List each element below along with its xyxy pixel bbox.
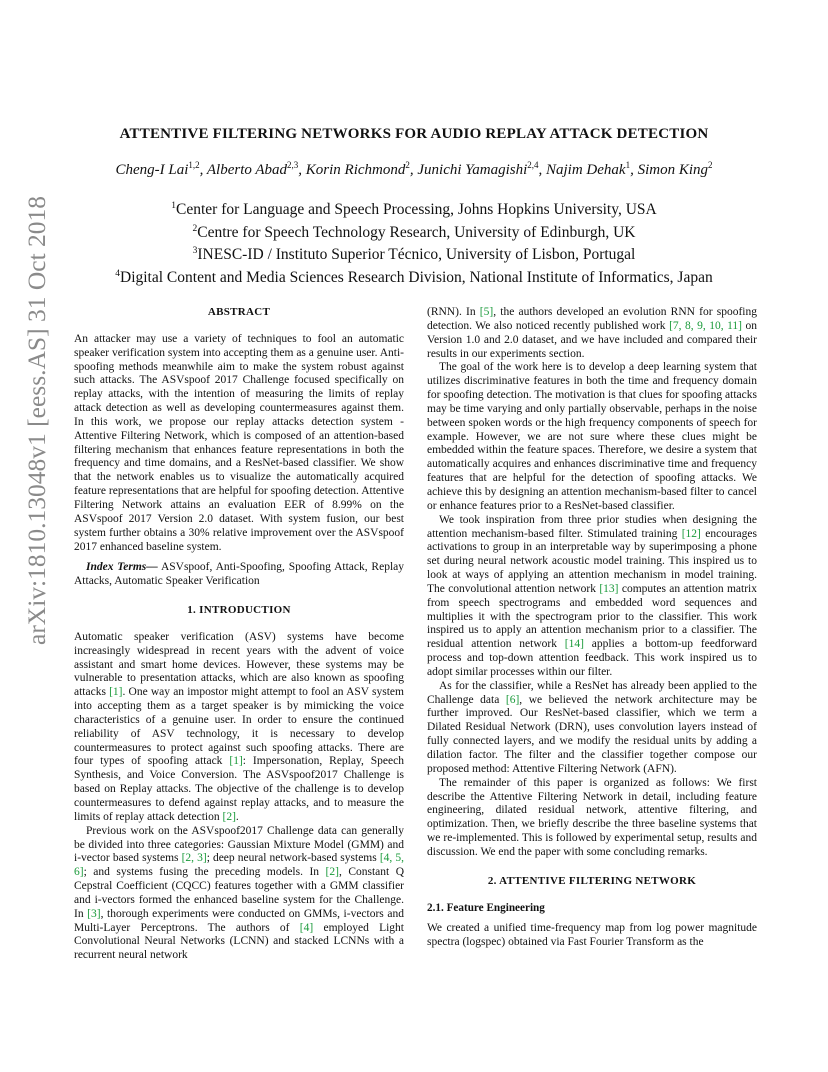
index-terms [74, 561, 404, 589]
subsection-heading-feature-engineering: 2.1. Feature Engineering [427, 901, 545, 914]
citation-link[interactable]: [7, 8, 9, 10, 11] [669, 319, 743, 332]
paragraph-text: , we believed the network architecture may be further improved. Our ResNet-based classifier, which we term a Dilated Residual Network (DRN), uses convolution layers instead of fully connected layers, and we modify the residual units by adding a dilation factor. The filter and the classifier together compose our proposed method: Attentive Filtering Network (AFN). [427, 693, 758, 775]
author-name: Alberto Abad [206, 162, 288, 178]
paragraph-text: employed Light Convolutional Neural Networks (LCNN) and stacked LCNNs with a recurrent neural network [74, 921, 404, 962]
paragraph-text: , thorough experiments were conducted on GMMs, i-vectors and Multi-Layer Perceptrons. The authors of [74, 907, 404, 934]
author-name: Cheng-I Lai [115, 162, 189, 178]
paragraph-text: : Impersonation, Replay, Speech Synthesis, and Voice Conversion. The ASVspoof2017 Challenge is based on Replay attacks. The objective of the challenge is to develop countermeasures to defend against replay attacks, and to measure the limits of replay attack detection [74, 755, 404, 823]
affiliation-line [0, 242, 828, 265]
affiliation-text: Center for Language and Speech Processing, Johns Hopkins University, USA [176, 201, 657, 219]
affiliation-text: Centre for Speech Technology Research, University of Edinburgh, UK [197, 223, 636, 241]
citation-link[interactable]: [2] [325, 866, 339, 879]
affiliation-mark: 1 [171, 201, 177, 211]
left-column [74, 306, 404, 963]
paragraph-text: ; deep neural network-based systems [206, 852, 380, 865]
affiliation-text: INESC-ID / Instituto Superior Técnico, University of Lisbon, Portugal [197, 246, 636, 264]
right-paragraph-3 [427, 514, 757, 680]
right-paragraph-5: The remainder of this paper is organized as follows: We first describe the Attentive Filtering Network in detail, including feature engineering, dilated residual network, attentive filtering, and optimization. Then, we briefly describe the three baseline systems that we re-implemented. This is followed by experimental setup, results and discussion. We end the paper with some concluding remarks. [427, 776, 757, 858]
author-affiliation-mark: 2,4 [527, 160, 539, 170]
right-paragraph-2: The goal of the work here is to develop a deep learning system that utilizes discriminative features in both the time and frequency domain for spoofing detection. The motivation is that clues for spoofing attacks may be time varying and only partially observable, perhaps in the noise between spoken words or the high frequency components of speech for example. However, we are not sure where these clues might be embedded within the feature spaces. Therefore, we desire a system that automatically acquires and enhances discriminative time and frequency features that are helpful for the detection of spoofing attacks. We achieve this by designing an attention mechanism-based filter to cancel or enhance features prior to a ResNet-based classifier. [427, 361, 757, 512]
author-name: Najim Dehak [546, 162, 626, 178]
paragraph-text: Previous work on the ASVspoof2017 Challenge data can generally be divided into three categories: Gaussian Mixture Model (GMM) and i-vector based systems [74, 824, 404, 865]
citation-link[interactable]: [3] [87, 907, 101, 920]
abstract-heading: ABSTRACT [207, 306, 271, 318]
paragraph-text: . [235, 810, 239, 823]
right-paragraph-1 [427, 306, 757, 361]
citation-link[interactable]: [12] [681, 527, 701, 540]
right-paragraph-4 [427, 680, 757, 777]
author-affiliation-mark: 1,2 [188, 160, 200, 170]
paragraph-text: encourages activations to group in an interpretable way by superimposing a phone set during neural network acoustic model training. This inspired us to look at ways of applying an attention mechanism in model training. The convolutional attention network [427, 527, 757, 595]
paragraph-text: ; and systems fusing the preceding models. In [83, 866, 326, 879]
paragraph-text: , Constant Q Cepstral Coefficient (CQCC) features together with a GMM classifier and i-vectors formed the enhanced baseline system for the Challenge. In [74, 866, 404, 920]
affiliation-text: Digital Content and Media Sciences Research Division, National Institute of Informatics, Japan [120, 269, 713, 287]
citation-link[interactable]: [1] [229, 755, 243, 768]
intro-paragraph-2 [74, 825, 404, 963]
paragraph-text: As for the classifier, while a ResNet has already been applied to the Challenge data [427, 679, 757, 706]
author-affiliation-mark: 2 [708, 160, 713, 170]
paragraph-text: applies a bottom-up feedforward process and top-down attention feedback. This work inspired us to adopt similar processes within our filter. [427, 638, 758, 678]
citation-link[interactable]: [6] [505, 693, 520, 706]
index-terms-text: ASVspoof, Anti-Spoofing, Spoofing Attack, Replay Attacks, Automatic Speaker Verification [74, 561, 404, 588]
section-heading-attentive-filtering: 2. ATTENTIVE FILTERING NETWORK [487, 874, 697, 887]
paragraph-text: Automatic speaker verification (ASV) systems have become increasingly widespread in recent years with the advent of voice assistant and smart home devices. However, these systems may be vulnerable to presentation attacks, which are also known as spoofing attacks [74, 630, 404, 699]
citation-link[interactable]: [13] [599, 582, 619, 595]
index-terms-label: Index Terms— [86, 561, 158, 574]
paragraph-text: , the authors developed an evolution RNN for spoofing detection. We also noticed recently published work [427, 306, 757, 332]
citation-link[interactable]: [2] [222, 810, 236, 823]
affiliation-line [0, 197, 828, 220]
abstract-text: An attacker may use a variety of techniques to fool an automatic speaker verification system into accepting them as a genuine user. Anti-spoofing methods meanwhile aim to make the system robust against such attacks. The ASVspoof 2017 Challenge focused specifically on replay attacks, with the intention of measuring the limits of replay attack detection as well as developing countermeasures against them. In this work, we propose our replay attacks detection system - Attentive Filtering Network, which is composed of an attention-based filtering mechanism that enhances feature representations in both the frequency and time domains, and a ResNet-based classifier. We show that the network enables us to visualize the automatically acquired feature representations that are helpful for spoofing detection. Attentive Filtering Network attains an evaluation EER of 8.99% on the ASVspoof 2017 Version 2.0 dataset. With system fusion, our best system further obtains a 30% relative improvement over the ASVspoof 2017 enhanced baseline system. [74, 332, 404, 553]
affiliation-mark: 3 [192, 246, 198, 257]
paragraph-text: . One way an impostor might attempt to fool an ASV system into accepting them as a target speaker is by mimicking the voice characteristics of a genuine user. In order to ensure the continued reliability of ASV technology, it is necessary to develop countermeasures to protect against such spoofing attacks. There are four types of spoofing attack [74, 686, 404, 768]
paragraph-text: (RNN). In [427, 306, 480, 318]
affiliation-mark: 2 [192, 223, 198, 234]
intro-paragraph-1 [74, 631, 404, 825]
paragraph-text: on Version 1.0 and 2.0 dataset, and we have included and compared their results in our experiments section. [427, 319, 758, 360]
paragraph-text: computes an attention matrix from speech spectrograms and embedded word sequences and multiplies it with the spectrogram prior to the classifier. This work inspired us to apply an attention mechanism prior to a classifier. The residual attention network [427, 582, 757, 651]
author-name: Simon King [637, 162, 709, 178]
citation-link[interactable]: [1] [109, 686, 123, 699]
citation-link[interactable]: [4] [299, 921, 314, 934]
citation-link[interactable]: [5] [479, 306, 494, 318]
author-list: Cheng-I Lai$^{1,2}$, Alberto Abad$^{2,3}$, Korin Richmond$^2$, Junichi Yamagishi$^{2,4}$, Najim Dehak$^1$, Simon King$^2$ [115, 160, 713, 178]
right-column [427, 306, 757, 950]
citation-link[interactable]: [14] [564, 638, 584, 651]
affiliations [0, 197, 828, 288]
author-affiliation-mark: 2,3 [287, 160, 299, 170]
author-affiliation-mark: 1 [625, 160, 631, 170]
author-name: Junichi Yamagishi [417, 162, 528, 178]
citation-link[interactable]: [2, 3] [181, 852, 207, 865]
paper-title: ATTENTIVE FILTERING NETWORKS FOR AUDIO REPLAY ATTACK DETECTION [119, 126, 709, 142]
paragraph-text: We took inspiration from three prior studies when designing the attention mechanism-based filter. Stimulated training [427, 513, 757, 540]
author-name: Korin Richmond [305, 162, 406, 178]
right-paragraph-6: We created a unified time-frequency map from log power magnitude spectra (logspec) obtained via Fast Fourier Transform as the [427, 922, 757, 949]
citation-link[interactable]: [4, 5, 6] [74, 852, 404, 879]
section-heading-introduction: 1. INTRODUCTION [187, 604, 291, 617]
affiliation-mark: 4 [115, 268, 120, 279]
author-affiliation-mark: 2 [405, 160, 410, 170]
arxiv-identifier: arXiv:1810.13048v1 [eess.AS] 31 Oct 2018 [22, 195, 51, 645]
affiliation-line [0, 220, 828, 243]
affiliation-line [0, 265, 828, 288]
